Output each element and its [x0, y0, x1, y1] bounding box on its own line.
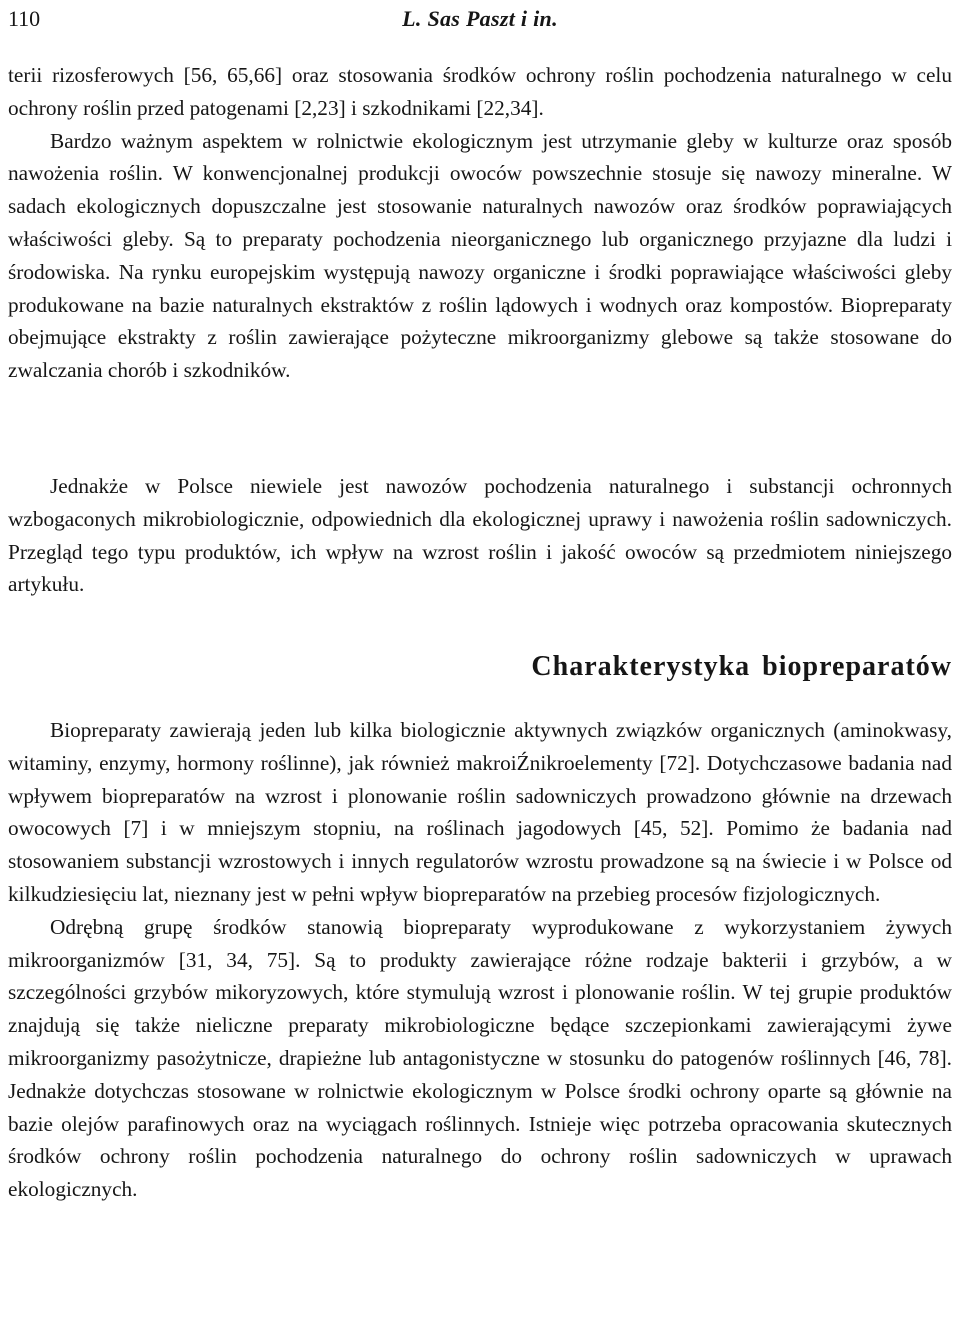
running-title: L. Sas Paszt i in. [402, 6, 558, 31]
body-paragraph: Odrębną grupę środków stanowią biopreparaty wyprodukowane z wykorzystaniem żywych mikroorganizmów [31, 34, 75]. Są to produkty zawierające różne rodzaje bakterii i grzybów, a w szczególności grzybów mikoryzowych, które stymulują wzrost i plonowanie roślin. W tej grupie produktów znajdują się także nieliczne preparaty mikrobiologiczne będące szczepionkami zawierającymi żywe mikroorganizmy pasożytnicze, drapieżne lub antagonistyczne w stosunku do patogenów roślinnych [46, 78]. Jednakże dotychczas stosowane w rolnictwie ekologicznym w Polsce środki ochrony oparte są głównie na bazie olejów parafinowych oraz na wyciągach roślinnych. Istnieje więc potrzeba opracowania skutecznych środków ochrony roślin pochodzenia naturalnego do ochrony roślin sadowniczych w uprawach ekologicznych. [8, 914, 952, 1202]
section-text-block [8, 714, 952, 1206]
intro-text-block [8, 59, 952, 387]
body-paragraph: Bardzo ważnym aspektem w rolnictwie ekologicznym jest utrzymanie gleby w kulturze oraz sposób nawożenia roślin. W konwencjonalnej produkcji owoców powszechnie stosuje się nawozy mineralne. W sadach ekologicznych dopuszczalne jest stosowanie naturalnych nawozów oraz środków poprawiających właściwości gleby. Są to preparaty pochodzenia nieorganicznego lub organicznego przyjazne dla ludzi i środowiska. Na rynku europejskim występują nawozy organiczne i środki poprawiające właściwości gleby produkowane na bazie naturalnych ekstraktów z roślin lądowych i wodnych oraz kompostów. Biopreparaty obejmujące ekstrakty z roślin zawierające pożyteczne mikroorganizmy glebowe są także stosowane do zwalczania chorób i szkodników. [8, 128, 952, 383]
body-paragraph: Biopreparaty zawierają jeden lub kilka biologicznie aktywnych związków organicznych (aminokwasy, witaminy, enzymy, hormony roślinne), jak również makroiŹnikroelementy [72]. Dotychczasowe badania nad wpływem biopreparatów na wzrost i plonowanie roślin sadowniczych prowadzono głównie na drzewach owocowych [7] i w mniejszym stopniu, na roślinach jagodowych [45, 52]. Pomimo że badania nad stosowaniem substancji wzrostowych i innych regulatorów wzrostu prowadzone są na świecie i w Polsce od kilkudziesięciu lat, nieznany jest w pełni wpływ biopreparatów na przebieg procesów fizjologicznych. [8, 718, 952, 906]
section-heading: Charakterystyka biopreparatów [531, 651, 952, 682]
continuation-paragraph: terii rizosferowych [56, 65,66] oraz stosowania środków ochrony roślin pochodzenia naturalnego w celu ochrony roślin przed patogenami [2,23] i szkodnikami [22,34]. [8, 63, 952, 120]
intro-closing-block [8, 470, 952, 601]
page-number: 110 [8, 6, 41, 31]
running-header [8, 4, 952, 34]
body-paragraph: Jednakże w Polsce niewiele jest nawozów pochodzenia naturalnego i substancji ochronnych wzbogaconych mikrobiologicznie, odpowiednich dla ekologicznej uprawy i nawożenia roślin sadowniczych. Przegląd tego typu produktów, ich wpływ na wzrost roślin i jakość owoców są przedmiotem niniejszego artykułu. [8, 474, 952, 597]
